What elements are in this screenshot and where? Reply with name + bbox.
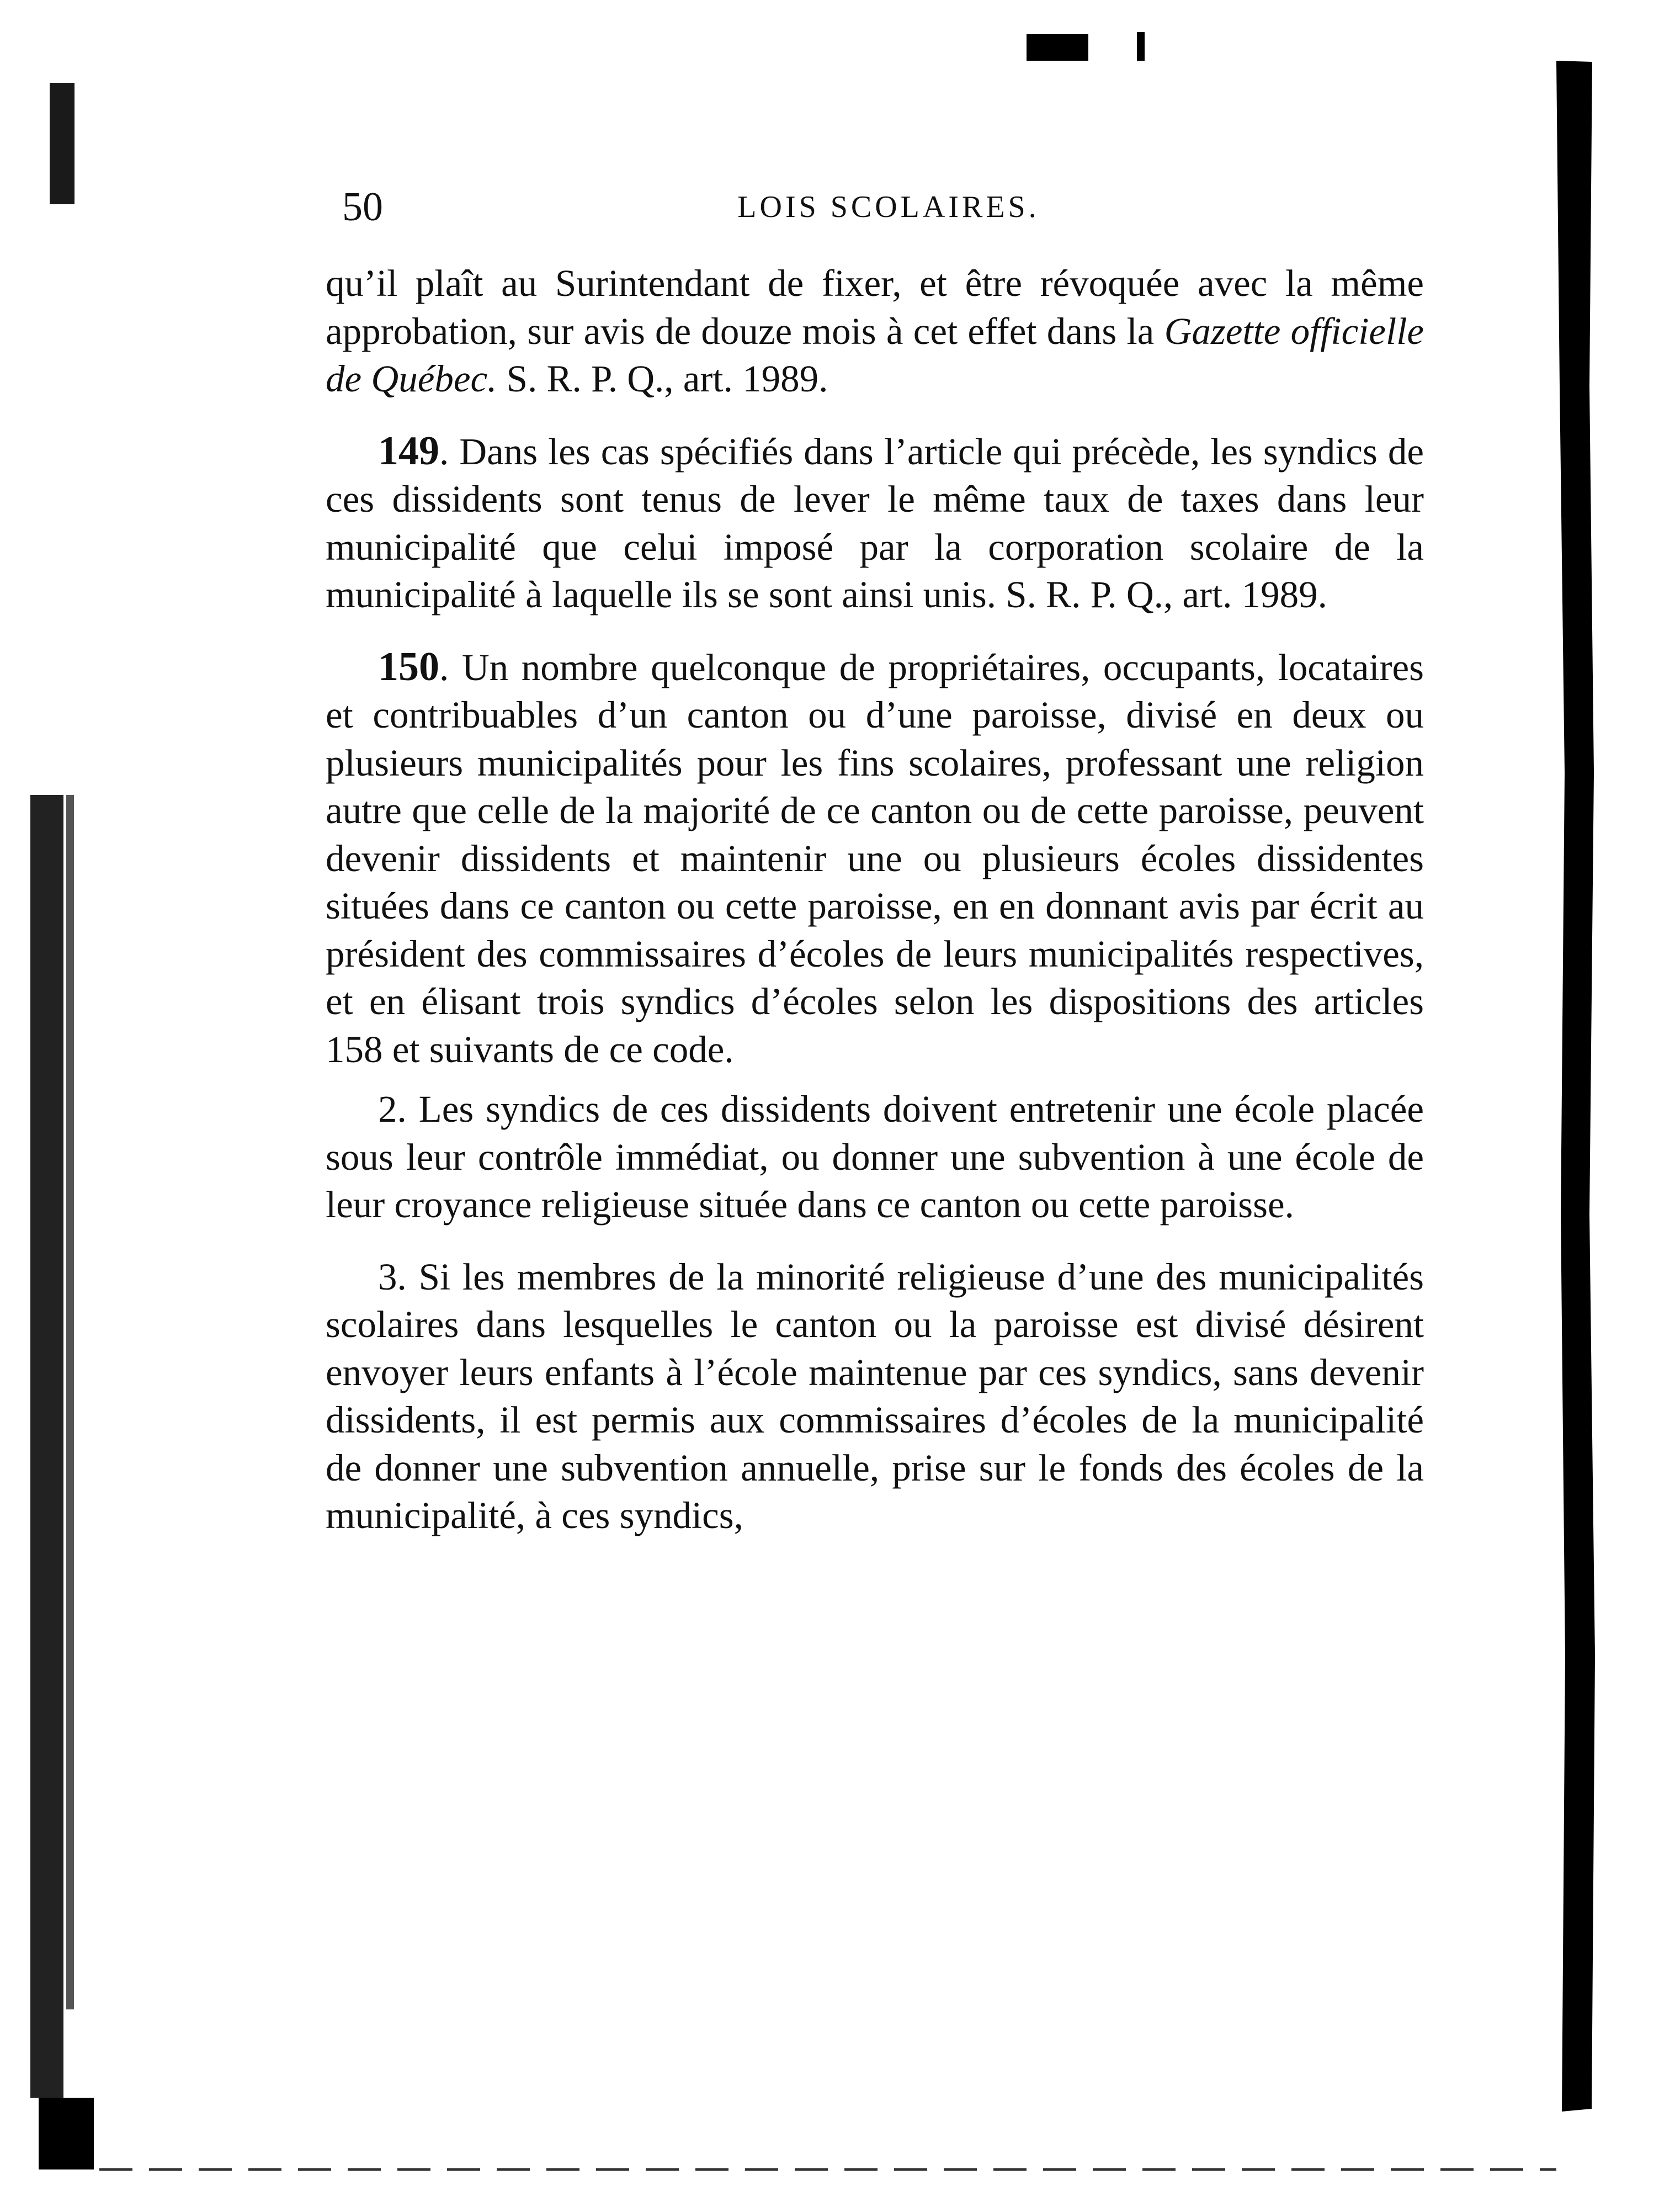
gazette-title: Gazette officielle de Québec.	[326, 310, 1424, 400]
page-number: 50	[342, 184, 383, 230]
paragraph-continuation	[326, 259, 1424, 403]
top-scan-mark	[1027, 34, 1088, 61]
left-border-strip-inner	[66, 795, 74, 2009]
paragraph-text: qu’il plaît au Surintendant de fixer, et être révoquée avec la même approbation, sur avis de douze mois à cet effet dans la	[326, 262, 1424, 352]
running-title: LOIS SCOLAIRES.	[737, 190, 1040, 224]
citation: S. R. P. Q., art. 1989.	[497, 358, 828, 400]
top-scan-tick	[1137, 32, 1145, 61]
body-text	[326, 259, 1424, 1540]
right-border-bar	[1556, 61, 1595, 2112]
left-border-strip	[30, 795, 63, 2098]
left-border-top	[50, 83, 75, 204]
article-149	[326, 427, 1424, 619]
article-150-subsection-2: 2. Les syndics de ces dissidents doivent entretenir une école placée sous leur contrôle immédiat, ou donner une subvention à une école de leur croyance religieuse située dans ce canton ou cette paroisse.	[326, 1088, 1424, 1226]
article-150	[326, 643, 1424, 1074]
left-border-bottom	[39, 2098, 94, 2169]
page-header	[342, 177, 1435, 237]
article-number: 149	[378, 428, 439, 474]
article-number: 150	[378, 644, 439, 689]
article-text: . Dans les cas spécifiés dans l’article qui précède, les syndics de ces dissidents sont tenus de lever le même taux de taxes dans leur municipalité que celui imposé par la corporation scolaire de la municipalité à laquelle ils se sont ainsi unis. S. R. P. Q., art. 1989.	[326, 430, 1424, 616]
article-150-subsection-3: 3. Si les membres de la minorité religieuse d’une des municipalités scolaires dans lesquelles le canton ou la paroisse est divisé désirent envoyer leurs enfants à l’école maintenue par ces syndics, sans devenir dissidents, il est permis aux commissaires d’écoles de la municipalité de donner une subvention annuelle, prise sur le fonds des écoles de la municipalité, à ces syndics,	[326, 1255, 1424, 1536]
article-text: . Un nombre quelconque de propriétaires, occupants, locataires et contribuables d’un canton ou d’une paroisse, divisé en deux ou plusieurs municipalités pour les fins scolaires, professant une religion autre que celle de la majorité de ce canton ou de cette paroisse, peuvent devenir dissidents et maintenir une ou plusieurs écoles dissidentes situées dans ce canton ou cette paroisse, en en donnant avis par écrit au président des commissaires d’écoles de leurs municipalités respectives, et en élisant trois syndics d’écoles selon les dispositions des articles 158 et suivants de ce code.	[326, 646, 1424, 1070]
